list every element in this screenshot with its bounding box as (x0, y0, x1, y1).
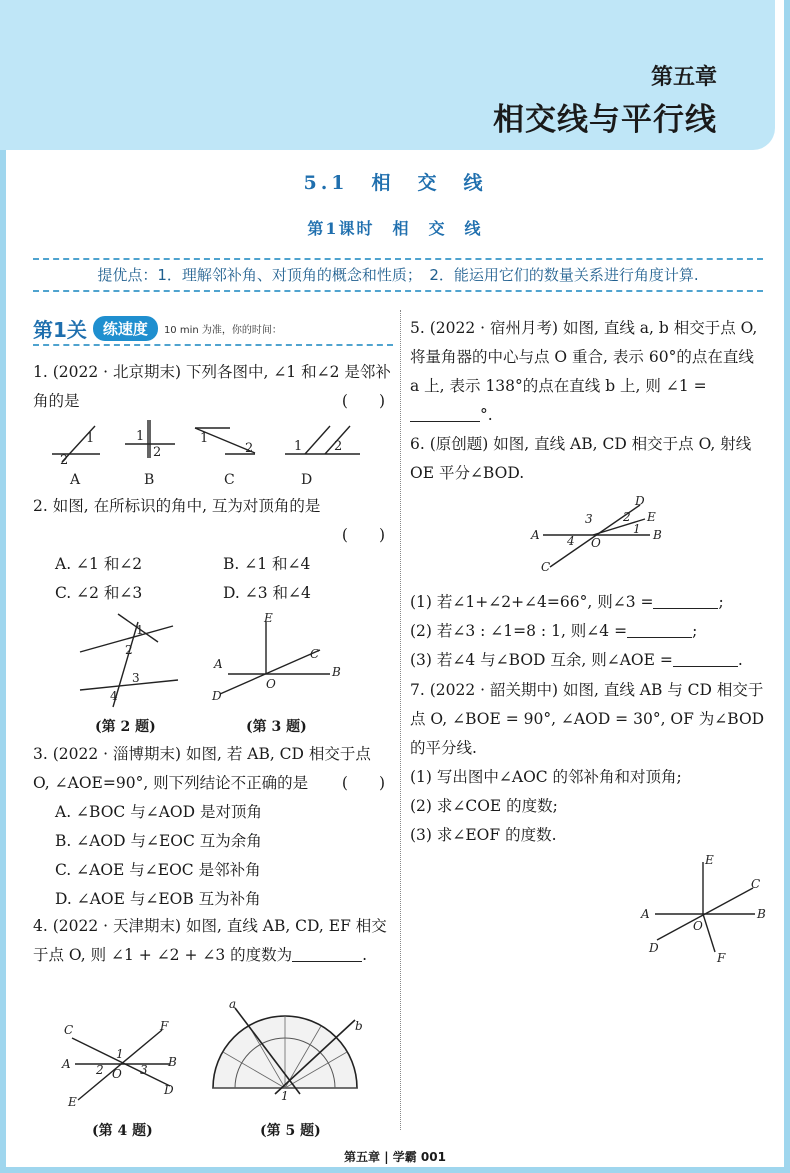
q7-sub-1: (1) 写出图中∠AOC 的邻补角和对顶角; (410, 768, 682, 786)
q3-option-b: B. ∠AOD 与∠EOC 互为余角 (55, 832, 262, 850)
stage-header (33, 314, 282, 343)
fig4-label-A: A (62, 1057, 71, 1071)
fig3-label-O: O (266, 677, 276, 691)
page-footer: 第五章 | 学霸 001 (344, 1150, 446, 1164)
q6-sub-2: (2) 若∠3 : ∠1=8 : 1, 则∠4 = (410, 622, 628, 640)
figure-5-caption: (第 5 题) (260, 1123, 321, 1139)
q7-sub-2: (2) 求∠COE 的度数; (410, 797, 558, 815)
section-title: 5.1 相 交 线 (303, 172, 487, 194)
figure-4-caption: (第 4 题) (92, 1123, 153, 1139)
question-2-text: 2. 如图, 在所标识的角中, 互为对顶角的是 (33, 497, 321, 515)
fig7-label-F: F (717, 951, 726, 965)
fig7-label-O: O (693, 919, 703, 933)
column-divider (400, 310, 401, 1130)
q1-label-1: 1 (86, 431, 95, 446)
answer-blank (653, 590, 718, 609)
chapter-number: 第五章 (650, 65, 717, 90)
question-5: 5. (2022 · 宿州月考) 如图, 直线 a, b 相交于点 O, 将量角器的中心与点 O 重合, 表示 60°的点在直线 a 上, 表示 138°的点在直线 b 上, 则 ∠1 =°. (410, 319, 758, 424)
q1-label-1d: 1 (294, 439, 303, 454)
fig6-label-4: 4 (567, 534, 575, 548)
q1-label-2b: 2 (153, 445, 162, 460)
answer-paren: ( ) (341, 392, 385, 410)
stage-underline (33, 344, 393, 346)
question-6 (410, 430, 765, 488)
figure-q5-protractor (205, 997, 365, 1103)
fig5-label-a: a (229, 997, 237, 1011)
answer-blank (627, 619, 692, 638)
fig2-label-3: 3 (132, 671, 140, 685)
fig5-label-b: b (355, 1019, 363, 1033)
fig7-label-B: B (757, 907, 766, 921)
q1-label-1b: 1 (136, 429, 145, 444)
q3-option-c: C. ∠AOE 与∠EOC 是邻补角 (55, 861, 261, 879)
question-1 (33, 358, 391, 416)
fig2-label-1: 1 (136, 623, 144, 637)
figure-2-caption: (第 2 题) (95, 719, 156, 735)
q1-label-2: 2 (60, 453, 69, 468)
q1-label-1c: 1 (200, 431, 209, 446)
question-1-text: 1. (2022 · 北京期末) 下列各图中, ∠1 和∠2 是邻补角的是 (33, 363, 391, 410)
question-6-subparts: (1) 若∠1+∠2+∠4=66°, 则∠3 = ; (2) 若∠3 : ∠1=8 : 1, 则∠4 = ; (3) 若∠4 与∠BOD 互余, 则∠AOE = . (410, 588, 765, 675)
fig4-label-F: F (160, 1019, 169, 1033)
fig6-label-1: 1 (633, 522, 641, 536)
key-points: 提优点：1．理解邻补角、对顶角的概念和性质； 2．能运用它们的数量关系进行角度计算. (33, 258, 763, 292)
q3-option-d: D. ∠AOE 与∠EOB 互为补角 (55, 890, 261, 908)
fig6-label-D: D (635, 494, 645, 508)
figure-q7 (635, 852, 775, 967)
fig7-label-E: E (705, 853, 714, 867)
fig6-label-O: O (591, 536, 601, 550)
fig6-label-E: E (647, 510, 656, 524)
question-3 (33, 740, 391, 914)
lesson-title: 第1课时 相 交 线 (307, 219, 483, 238)
fig6-label-B: B (653, 528, 662, 542)
question-7-text: 7. (2022 · 韶关期中) 如图, 直线 AB 与 CD 相交于点 O, ∠BOE = 90°, ∠AOD = 30°, OF 为∠BOD 的平分线. (410, 681, 765, 757)
question-7 (410, 676, 765, 850)
fig4-label-2: 2 (96, 1063, 104, 1077)
stage-pill: 练速度 (93, 316, 158, 341)
fig4-label-3: 3 (140, 1063, 148, 1077)
chapter-title: 相交线与平行线 (493, 102, 717, 138)
fig4-label-E: E (68, 1095, 77, 1109)
q1-option-a: A (70, 472, 81, 488)
q2-option-d: D. ∠3 和∠4 (223, 584, 311, 602)
q6-sub-1: (1) 若∠1+∠2+∠4=66°, 则∠3 = (410, 593, 654, 611)
q2-option-b: B. ∠1 和∠4 (223, 555, 311, 573)
fig2-label-2: 2 (125, 643, 133, 657)
figure-q3 (210, 612, 345, 707)
fig4-label-D: D (164, 1083, 174, 1097)
fig6-label-3: 3 (585, 512, 593, 526)
question-3-text: 3. (2022 · 淄博期末) 如图, 若 AB, CD 相交于点 O, ∠AOE=90°, 则下列结论不正确的是 (33, 745, 371, 792)
q7-sub-3: (3) 求∠EOF 的度数. (410, 826, 557, 844)
q1-option-c: C (224, 472, 235, 488)
stage-label: 第1关 (33, 318, 87, 342)
fig4-label-B: B (168, 1055, 177, 1069)
question-4: 4. (2022 · 天津期末) 如图, 直线 AB, CD, EF 相交于点 O, 则 ∠1 + ∠2 + ∠3 的度数为 . (33, 917, 387, 964)
fig7-label-A: A (641, 907, 650, 921)
fig4-label-1: 1 (116, 1047, 124, 1061)
q1-option-b: B (144, 472, 155, 488)
fig2-label-4: 4 (110, 689, 118, 703)
question-5-text: 5. (2022 · 宿州月考) 如图, 直线 a, b 相交于点 O, 将量角器的中心与点 O 重合, 表示 60°的点在直线 a 上, 表示 138°的点在直线 b 上, 则 ∠1 = (410, 319, 758, 395)
q3-option-a: A. ∠BOC 与∠AOD 是对顶角 (55, 803, 262, 821)
answer-blank (673, 648, 738, 667)
q1-option-d: D (301, 472, 313, 488)
figure-q2 (78, 612, 188, 712)
stage-time: 10 min 为准，你的时间： (163, 325, 282, 336)
fig3-label-E: E (264, 611, 273, 625)
answer-blank (292, 943, 362, 962)
q2-option-c: C. ∠2 和∠3 (55, 584, 143, 602)
fig6-label-A: A (531, 528, 540, 542)
q1-label-2c: 2 (245, 441, 254, 456)
fig4-label-O: O (112, 1067, 122, 1081)
answer-blank (410, 403, 480, 422)
fig7-label-D: D (649, 941, 659, 955)
fig7-label-C: C (751, 877, 761, 891)
chapter-banner (0, 0, 775, 150)
figure-q1 (40, 418, 390, 488)
q2-option-a: A. ∠1 和∠2 (55, 555, 143, 573)
figure-q4 (60, 1020, 190, 1110)
figure-q6 (525, 495, 675, 575)
question-2 (33, 492, 391, 608)
fig4-label-C: C (64, 1023, 74, 1037)
fig5-label-1: 1 (281, 1089, 289, 1103)
fig3-label-B: B (332, 665, 341, 679)
q1-label-2d: 2 (334, 439, 343, 454)
answer-paren: ( ) (341, 526, 385, 544)
fig6-label-2: 2 (623, 510, 631, 524)
fig3-label-C: C (310, 647, 320, 661)
figure-3-caption: (第 3 题) (246, 719, 307, 735)
fig6-label-C: C (541, 560, 551, 574)
question-6-text: 6. (原创题) 如图, 直线 AB, CD 相交于点 O, 射线 OE 平分∠BOD. (410, 435, 752, 482)
question-4-text: 4. (2022 · 天津期末) 如图, 直线 AB, CD, EF 相交于点 O, 则 ∠1 + ∠2 + ∠3 的度数为 (33, 917, 387, 964)
answer-paren: ( ) (341, 774, 385, 792)
fig3-label-D: D (212, 689, 222, 703)
q6-sub-3: (3) 若∠4 与∠BOD 互余, 则∠AOE = (410, 651, 673, 669)
fig3-label-A: A (214, 657, 223, 671)
